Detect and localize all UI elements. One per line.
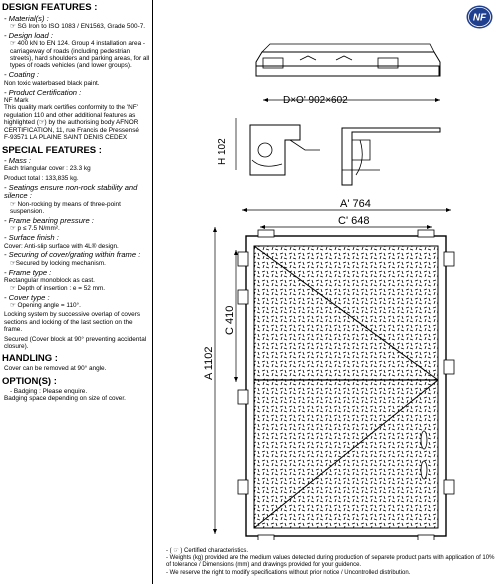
- cover-type-line: ☞ Opening angle = 110°.: [10, 301, 81, 309]
- frame-type-line: Rectangular monoblock as cast.: [4, 277, 95, 285]
- dimension-height: H 102: [217, 138, 228, 165]
- mass-section: [4, 157, 152, 182]
- cover-type-section: [4, 294, 152, 351]
- options-section: [4, 388, 152, 403]
- cover-type-line: Secured (Cover block at 90° preventing accidental closure).: [4, 335, 147, 350]
- mass-line: Product total : 133,835 kg.: [4, 174, 79, 182]
- frame-type-section: [4, 269, 152, 292]
- material-text: ☞ SG Iron to ISO 1083 / EN1563, Grade 500-7.: [10, 22, 146, 30]
- certification-line: F-93571 LA PLAINE SAINT DENIS CEDEX: [4, 134, 128, 142]
- dimension-c-left: C 410: [224, 305, 236, 335]
- surface-section: [4, 234, 152, 250]
- specification-column: [0, 0, 153, 584]
- handling-heading: HANDLING :: [2, 353, 58, 365]
- bearing-text: ☞ p ≤ 7.5 N/mm².: [10, 225, 60, 233]
- certification-section: [4, 89, 152, 142]
- frame-type-line: ☞ Depth of insertion : e = 52 mm.: [10, 284, 106, 292]
- design-features-heading: DESIGN FEATURES :: [2, 2, 98, 13]
- securing-section: [4, 251, 152, 267]
- securing-text: ☞Secured by locking mechanism.: [10, 259, 106, 267]
- section-view: [256, 44, 440, 106]
- footer-line: - We reserve the right to modify specifications without prior notice / Uncontrolled distribution.: [166, 569, 411, 576]
- detail-view-left: [217, 118, 320, 175]
- options-line: Badging space depending on size of cover.: [4, 395, 126, 403]
- options-heading: OPTION(S) :: [2, 375, 57, 387]
- footer-notes: [166, 548, 498, 577]
- options-line: - Badging : Please enquire.: [10, 387, 88, 395]
- technical-drawing: [155, 30, 499, 540]
- dimension-a-left: A 1102: [203, 346, 215, 380]
- certification-line: NF Mark: [4, 97, 29, 105]
- surface-text: Cover: Anti-slip surface with 4L® design.: [4, 242, 119, 250]
- certification-line: This quality mark certifies conformity to the 'NF' regulation 110 and other additional features as highlighted (☞) by the authorising body AFNOR CERTIFICATION, 11, rue Francis de Pressensé: [4, 104, 139, 134]
- design-load-title: - Design load :: [4, 30, 53, 40]
- footer-line: - Weights (kg) provided are the medium values detected during production of separete product parts with application of 10% of tolerance / Dimensions (mm) and drawings provided for your guidence.: [166, 555, 495, 569]
- detail-view-right: [342, 128, 440, 185]
- design-load-section: [4, 32, 152, 70]
- dimension-a-top: A' 764: [340, 198, 371, 210]
- bearing-section: [4, 217, 152, 233]
- special-features-heading: SPECIAL FEATURES :: [2, 144, 102, 156]
- seatings-section: [4, 184, 152, 216]
- mass-title: - Mass :: [4, 156, 32, 165]
- certification-title: - Product Certification :: [4, 87, 82, 97]
- frame-type-title: - Frame type :: [4, 267, 52, 277]
- seatings-title: - Seatings ensure non-rock stability and silence :: [4, 182, 138, 201]
- nf-logo-icon: [466, 5, 493, 29]
- material-section: [4, 15, 152, 31]
- coating-section: [4, 71, 152, 87]
- cover-type-title: - Cover type :: [4, 292, 50, 302]
- mass-line: Each triangular cover : 23.3 kg: [4, 165, 91, 173]
- dimension-c-top: C' 648: [338, 215, 370, 227]
- dimension-opening: D×O' 902×602: [283, 95, 348, 106]
- plan-view: [238, 230, 454, 540]
- coating-text: Non toxic waterbased black paint.: [4, 79, 100, 87]
- securing-title: - Securing of cover/grating within frame :: [4, 250, 141, 260]
- footer-line: - ( ☞ ) Certified characteristics.: [166, 548, 249, 554]
- handling-text: Cover can be removed at 90° angle.: [4, 365, 107, 373]
- nf-logo-text: NF: [472, 12, 487, 24]
- design-load-text: ☞ 400 kN to EN 124. Group 4 installation area - carriageway of roads (including pedestrian streets), hard shoulders and parking areas, for all types of roads vehicles (and lower groups).: [10, 40, 150, 70]
- coating-title: - Coating :: [4, 70, 40, 80]
- surface-title: - Surface finish :: [4, 233, 59, 243]
- seatings-text: ☞ Non-rocking by means of three-point suspension.: [10, 200, 121, 215]
- cover-type-line: Locking system by successive overlap of covers sections and locking of the last section on the frame.: [4, 311, 141, 334]
- bearing-title: - Frame bearing pressure :: [4, 215, 94, 225]
- material-title: - Material(s) :: [4, 13, 49, 23]
